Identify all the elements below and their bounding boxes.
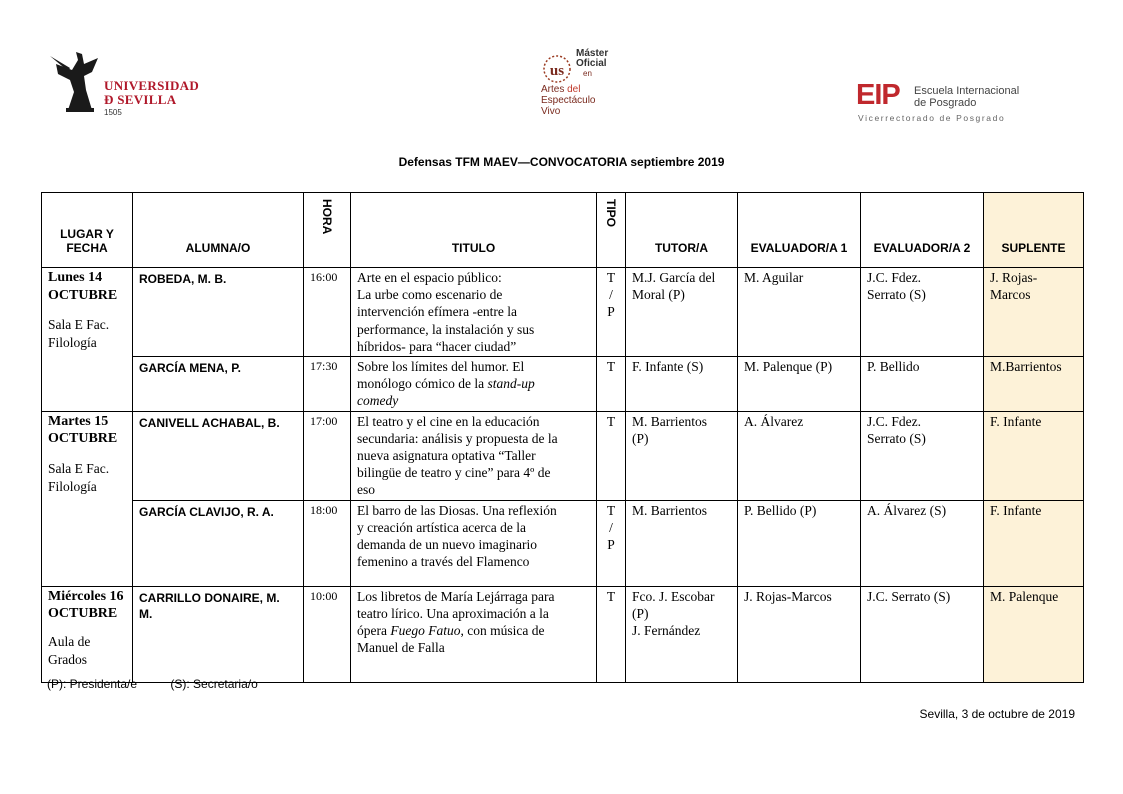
titulo-cell: El teatro y el cine en la educación secundaria: análisis y propuesta de la nueva asignatura optativa “Taller bilingüe de teatro y cine” para 4º de eso: [351, 411, 597, 500]
eip-letters: EIP: [856, 79, 900, 111]
ev1-cell: P. Bellido (P): [738, 500, 861, 586]
table-header-row: [42, 193, 1084, 268]
ev2-cell: P. Bellido: [861, 357, 984, 412]
tipo-cell: T: [597, 357, 626, 412]
suplente-cell: F. Infante: [984, 500, 1084, 586]
fecha-cell-martes: Martes 15 OCTUBRE Sala E Fac. Filología: [42, 411, 133, 586]
us-year: 1505: [104, 108, 122, 117]
tutor-cell: M. Barrientos (P): [626, 411, 738, 500]
suplente-cell: M. Palenque: [984, 586, 1084, 682]
alumno-cell: CARRILLO DONAIRE, M. M.: [133, 586, 304, 682]
fecha-cell-miercoles: Miércoles 16 OCTUBRE Aula de Grados: [42, 586, 133, 682]
header-alumno: ALUMNA/O: [133, 193, 304, 268]
table-row: [42, 268, 1084, 357]
eip-logo: [856, 79, 1036, 126]
titulo-cell: El barro de las Diosas. Una reflexión y creación artística acerca de la demanda de un nuevo imaginario femenino a través del Flamenco: [351, 500, 597, 586]
header-titulo: TITULO: [351, 193, 597, 268]
tutor-cell: Fco. J. Escobar (P) J. Fernández: [626, 586, 738, 682]
header-ev1: EVALUADOR/A 1: [738, 193, 861, 268]
eip-line2: de Posgrado: [914, 97, 977, 109]
ev1-cell: M. Palenque (P): [738, 357, 861, 412]
hora-cell: 16:00: [304, 268, 351, 357]
hora-cell: 10:00: [304, 586, 351, 682]
footer-date: Sevilla, 3 de octubre de 2019: [919, 707, 1075, 721]
page-title: Defensas TFM MAEV—CONVOCATORIA septiembre 2019: [398, 155, 725, 169]
titulo-cell: Sobre los límites del humor. El monólogo cómico de la stand-up comedy: [351, 357, 597, 412]
hora-cell: 17:30: [304, 357, 351, 412]
table-row: [42, 500, 1084, 586]
legend-presidente: (P): Presidenta/e: [47, 677, 138, 691]
tutor-cell: F. Infante (S): [626, 357, 738, 412]
header-fecha: LUGAR Y FECHA: [42, 193, 133, 268]
ev2-cell: J.C. Fdez. Serrato (S): [861, 268, 984, 357]
suplente-cell: F. Infante: [984, 411, 1084, 500]
suplente-cell: J. Rojas- Marcos: [984, 268, 1084, 357]
fecha-cell-lunes: Lunes 14 OCTUBRE Sala E Fac. Filología: [42, 268, 133, 412]
header-tipo: TIPO: [597, 193, 626, 268]
hora-cell: 17:00: [304, 411, 351, 500]
suplente-cell: M.Barrientos: [984, 357, 1084, 412]
maev-arts2: Espectáculo: [541, 95, 596, 106]
hora-cell: 18:00: [304, 500, 351, 586]
maev-line3: en: [583, 69, 592, 78]
legend-secretario: (S): Secretaria/o: [170, 677, 258, 691]
ev2-cell: J.C. Fdez. Serrato (S): [861, 411, 984, 500]
ev2-cell: A. Álvarez (S): [861, 500, 984, 586]
header-suplente: SUPLENTE: [984, 193, 1084, 268]
defensas-table: [41, 192, 1084, 683]
svg-text:us: us: [549, 63, 565, 79]
header-ev2: EVALUADOR/A 2: [861, 193, 984, 268]
tutor-cell: M.J. García del Moral (P): [626, 268, 738, 357]
tipo-cell: T / P: [597, 500, 626, 586]
master-artes-logo: [541, 48, 631, 120]
alumno-cell: CANIVELL ACHABAL, B.: [133, 411, 304, 500]
eip-line1: Escuela Internacional: [914, 85, 1020, 97]
titulo-cell: Los libretos de María Lejárraga para teatro lírico. Una aproximación a la ópera Fuego Fatuo, con música de Manuel de Falla: [351, 586, 597, 682]
giralda-angel-icon: [48, 50, 104, 116]
maev-arts3: Vivo: [541, 106, 561, 117]
tipo-cell: T / P: [597, 268, 626, 357]
ev1-cell: A. Álvarez: [738, 411, 861, 500]
maev-line2: Oficial: [576, 58, 607, 69]
ev1-cell: M. Aguilar: [738, 268, 861, 357]
header-tutor: TUTOR/A: [626, 193, 738, 268]
tutor-cell: M. Barrientos: [626, 500, 738, 586]
universidad-sevilla-logo: [48, 50, 208, 120]
table-row: [42, 411, 1084, 500]
maev-arts1: Artes del: [541, 84, 581, 95]
table-row: [42, 357, 1084, 412]
us-name-line2: Ð SEVILLA: [104, 92, 177, 107]
maev-line1: Máster: [576, 48, 609, 59]
ev2-cell: J.C. Serrato (S): [861, 586, 984, 682]
eip-line3: Vicerrectorado de Posgrado: [858, 113, 1006, 123]
table-row: [42, 586, 1084, 682]
header-hora: HORA: [304, 193, 351, 268]
alumno-cell: ROBEDA, M. B.: [133, 268, 304, 357]
us-seal-icon: [541, 54, 573, 84]
tipo-cell: T: [597, 411, 626, 500]
us-name-line1: UNIVERSIDAD: [104, 78, 200, 93]
ev1-cell: J. Rojas-Marcos: [738, 586, 861, 682]
legend: [47, 677, 258, 691]
alumno-cell: GARCÍA MENA, P.: [133, 357, 304, 412]
alumno-cell: GARCÍA CLAVIJO, R. A.: [133, 500, 304, 586]
tipo-cell: T: [597, 586, 626, 682]
titulo-cell: Arte en el espacio público: La urbe como escenario de intervención efímera -entre la performance, la instalación y sus híbridos- para “hacer ciudad”: [351, 268, 597, 357]
